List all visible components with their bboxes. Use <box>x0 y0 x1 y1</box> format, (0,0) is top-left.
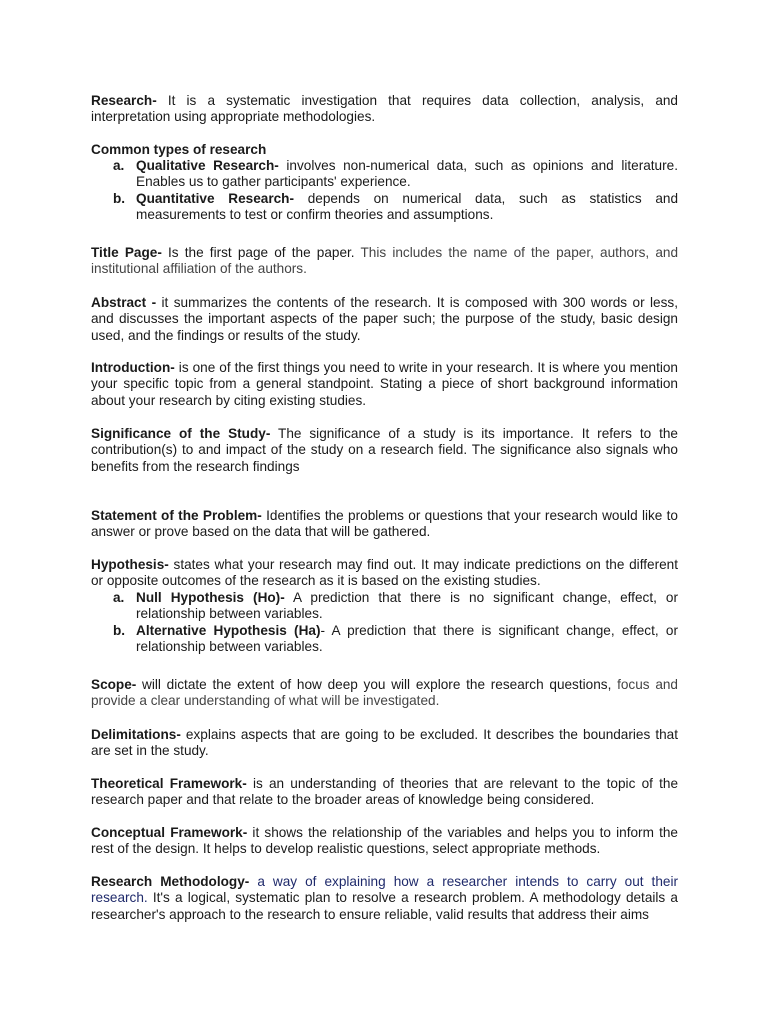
theoretical-framework-definition <box>91 776 678 809</box>
delimitations-definition <box>91 727 678 760</box>
list-item <box>91 158 678 191</box>
definition: depends on numerical data, such as statistics and measurements to test or confirm theories and assumptions. <box>136 190 678 223</box>
definition-continued: focus and provide a clear understanding of what will be investigated. <box>91 677 678 709</box>
list-marker: a. <box>113 158 125 173</box>
definition: is an understanding of theories that are relevant to the topic of the research paper and that relate to the broader areas of knowledge being considered. <box>91 776 678 808</box>
definition-continued: It's a logical, systematic plan to resolve a research problem. A methodology details a researcher's approach to the research to ensure reliable, valid results that address their aims <box>91 890 678 922</box>
list-item <box>91 623 678 656</box>
definition: is one of the first things you need to write in your research. It is where you mention your specific topic from a general standpoint. Stating a piece of short background information about your research by citing existing studies. <box>91 360 678 408</box>
term: Null Hypothesis (Ho)- <box>136 590 285 605</box>
list-marker: b. <box>113 190 126 206</box>
definition: Is the first page of the paper. <box>161 245 355 260</box>
conceptual-framework-definition <box>91 825 678 858</box>
definition: it shows the relationship of the variables and helps you to inform the rest of the design. It helps to develop realistic questions, select appropriate methods. <box>91 825 678 857</box>
introduction-definition <box>91 360 678 409</box>
definition-continued: This includes the name of the paper, authors, and institutional affiliation of the authors. <box>91 245 679 277</box>
term: Title Page- <box>91 245 162 260</box>
hypothesis-definition <box>91 557 678 590</box>
definition: - A prediction that there is significant change, effect, or relationship between variables. <box>136 622 678 655</box>
term: Introduction- <box>91 360 175 375</box>
term: Research Methodology- <box>91 874 250 889</box>
title-page-definition <box>91 245 678 278</box>
definition: explains aspects that are going to be excluded. It describes the boundaries that are set in the study. <box>91 727 678 759</box>
definition: a way of explaining how a researcher intends to carry out their research. <box>91 874 678 906</box>
research-definition <box>91 93 678 126</box>
term: Abstract - <box>91 295 157 310</box>
common-types-heading: Common types of research <box>91 142 267 157</box>
list-item <box>91 191 678 224</box>
term: Qualitative Research- <box>136 158 279 173</box>
list-marker: a. <box>113 590 125 605</box>
research-methodology-definition <box>91 874 678 923</box>
definition: involves non-numerical data, such as opinions and literature. Enables us to gather participants' experience. <box>136 158 678 190</box>
definition: will dictate the extent of how deep you will explore the research questions, <box>136 677 612 692</box>
abstract-definition <box>91 295 678 344</box>
term: Alternative Hypothesis (Ha) <box>136 622 321 638</box>
list-item <box>91 590 678 623</box>
term: Significance of the Study- <box>91 426 271 441</box>
term: Quantitative Research- <box>136 190 295 206</box>
scope-definition <box>91 677 678 710</box>
term: Conceptual Framework- <box>91 825 248 840</box>
term: Hypothesis- <box>91 557 169 572</box>
term: Research- <box>91 93 157 108</box>
definition: The significance of a study is its importance. It refers to the contribution(s) to and impact of the study on a research field. The significance also signals who benefits from the research findings <box>91 426 678 474</box>
term: Statement of the Problem- <box>91 508 262 523</box>
term: Theoretical Framework- <box>91 776 247 791</box>
definition: it summarizes the contents of the research. It is composed with 300 words or less, and discusses the important aspects of the paper such; the purpose of the study, basic design used, and the findings or results of the study. <box>91 295 678 343</box>
hypothesis-list <box>91 590 678 656</box>
definition: It is a systematic investigation that requires data collection, analysis, and interpretation using appropriate methodologies. <box>91 93 678 125</box>
list-marker: b. <box>113 622 126 638</box>
definition: A prediction that there is no significant change, effect, or relationship between variables. <box>136 590 679 622</box>
definition: states what your research may find out. It may indicate predictions on the different or opposite outcomes of the research as it is based on the existing studies. <box>91 557 678 589</box>
significance-definition <box>91 426 678 475</box>
term: Delimitations- <box>91 727 181 742</box>
common-types-list <box>91 158 678 224</box>
statement-of-problem-definition <box>91 508 678 541</box>
term: Scope- <box>91 677 137 692</box>
definition: Identifies the problems or questions that your research would like to answer or prove based on the data that will be gathered. <box>91 508 678 540</box>
